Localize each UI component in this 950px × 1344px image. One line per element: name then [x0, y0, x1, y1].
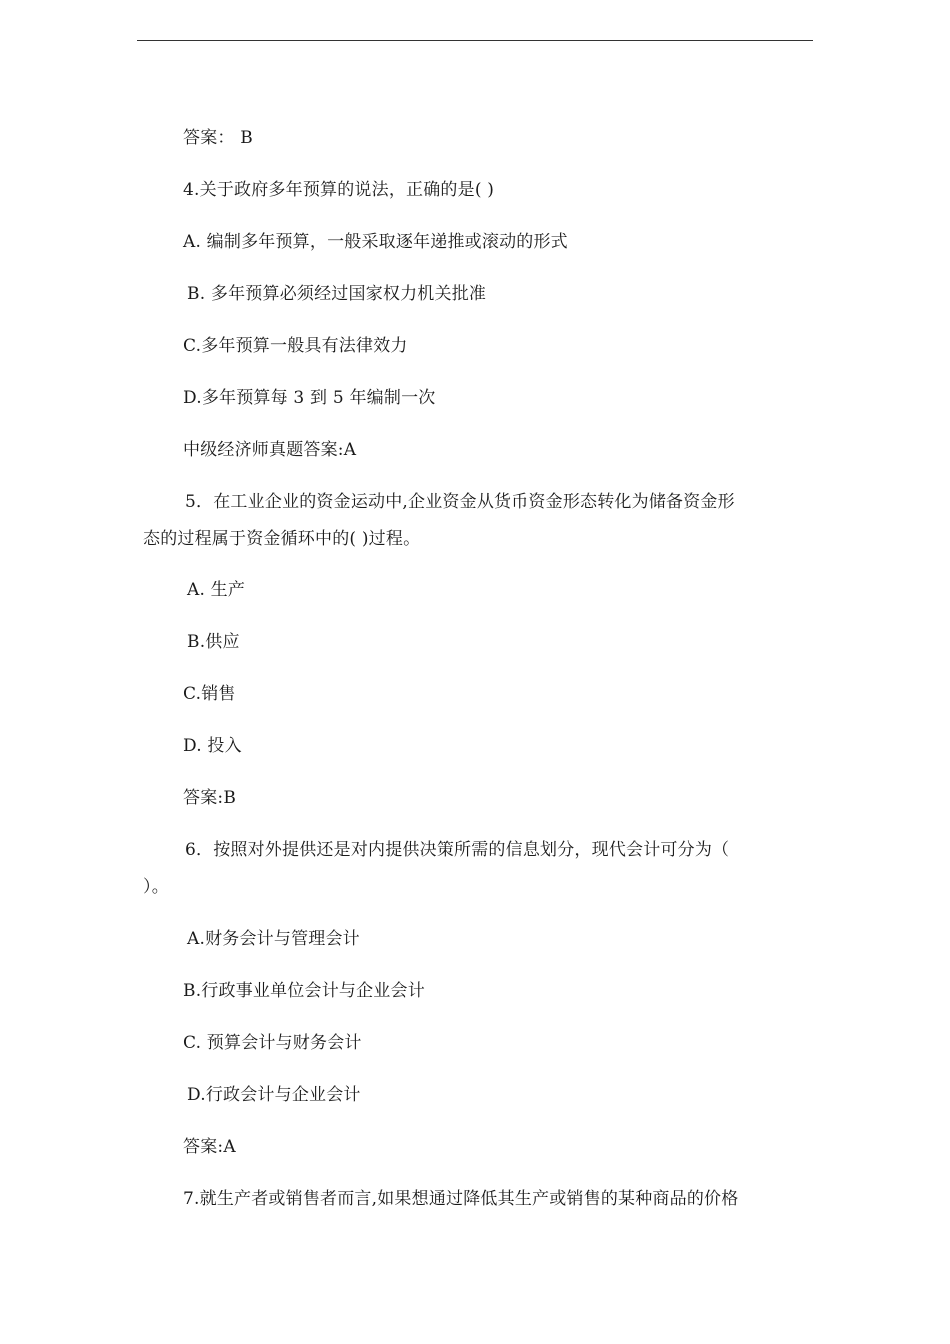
question-4-option-b: B. 多年预算必须经过国家权力机关批准 — [187, 284, 487, 304]
answer-4: 中级经济师真题答案:A — [183, 440, 357, 460]
question-7-line-1: 7.就生产者或销售者而言,如果想通过降低其生产或销售的某种商品的价格 — [183, 1189, 739, 1209]
question-5-option-d: D. 投入 — [183, 736, 242, 756]
question-6-option-a: A.财务会计与管理会计 — [187, 929, 360, 949]
question-5-option-c: C.销售 — [183, 684, 236, 704]
question-5-option-b: B.供应 — [187, 632, 240, 652]
question-5-line-2: 态的过程属于资金循环中的( )过程。 — [143, 529, 421, 549]
header-rule — [137, 40, 813, 41]
question-4-option-a: A. 编制多年预算，一般采取逐年递推或滚动的形式 — [183, 232, 568, 252]
question-4-option-d: D.多年预算每 3 到 5 年编制一次 — [183, 388, 436, 408]
answer-6: 答案:A — [183, 1137, 236, 1157]
question-5-line-1: 5．在工业企业的资金运动中,企业资金从货币资金形态转化为储备资金形 — [185, 492, 735, 512]
answer-5: 答案:B — [183, 788, 237, 808]
question-6-line-1: 6．按照对外提供还是对内提供决策所需的信息划分，现代会计可分为（ — [185, 840, 730, 860]
question-6-option-b: B.行政事业单位会计与企业会计 — [183, 981, 425, 1001]
question-4: 4.关于政府多年预算的说法，正确的是( ) — [183, 180, 495, 200]
question-6-option-d: D.行政会计与企业会计 — [187, 1085, 361, 1105]
answer-3: 答案： B — [183, 128, 253, 148]
question-6-option-c: C. 预算会计与财务会计 — [183, 1033, 362, 1053]
question-6-line-2: ）。 — [143, 877, 169, 897]
question-5-option-a: A. 生产 — [187, 580, 246, 600]
question-4-option-c: C.多年预算一般具有法律效力 — [183, 336, 408, 356]
